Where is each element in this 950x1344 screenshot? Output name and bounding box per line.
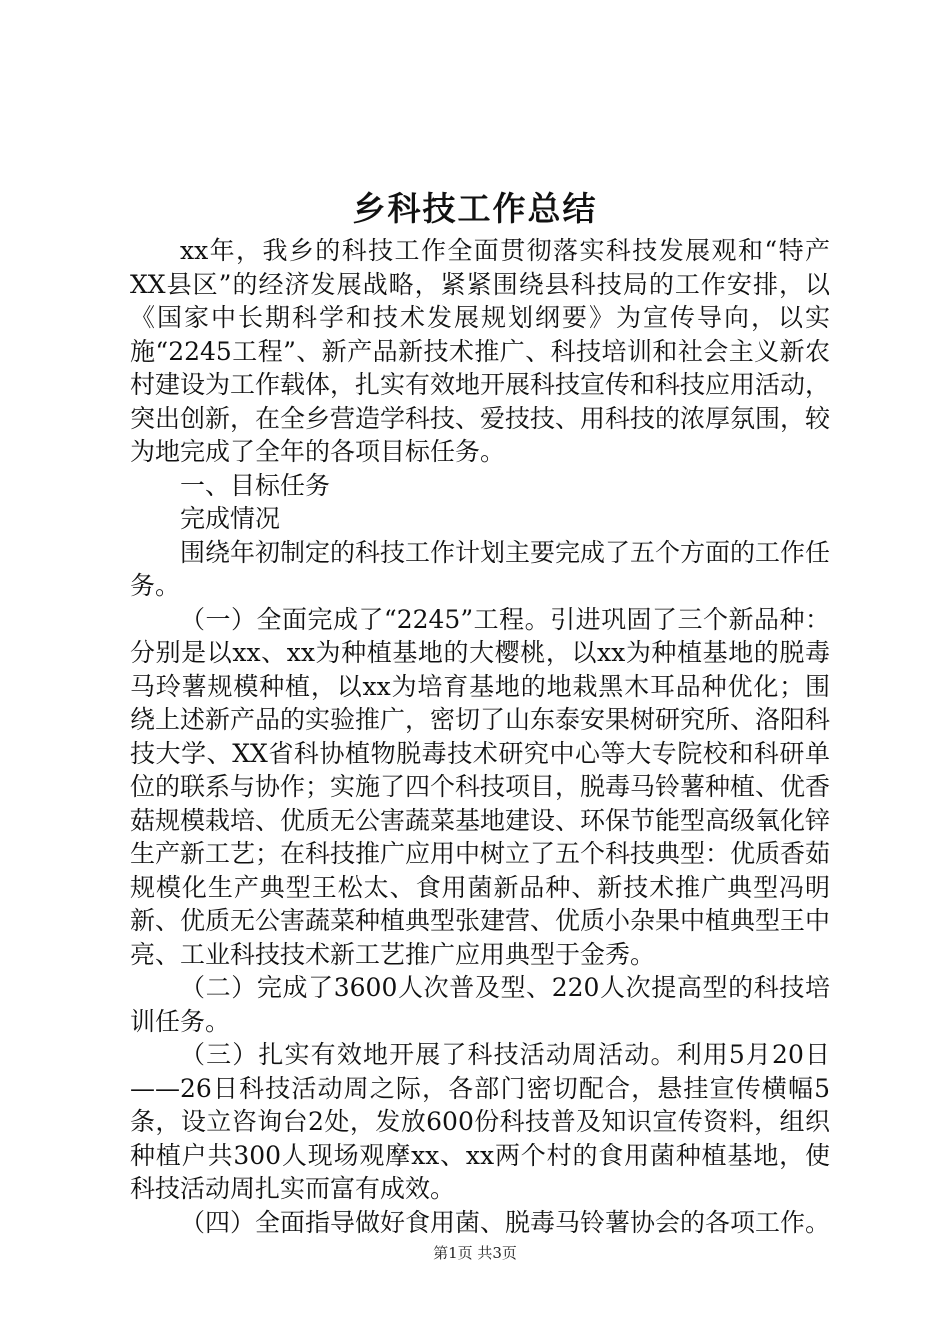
intro-paragraph: xx年，我乡的科技工作全面贯彻落实科技发展观和“特产XX县区”的经济发展战略，紧紧围绕县科技局的工作安排，以《国家中长期科学和技术发展规划纲要》为宣传导向，以实施“2245工程”、新产品新技术推广、科技培训和社会主义新农村建设为工作载体，扎实有效地开展科技宣传和科技应用活动，突出创新，在全乡营造学科技、爱技技、用科技的浓厚氛围，较为地完成了全年的各项目标任务。 xyxy=(130,236,831,466)
item-paragraph-3: （三）扎实有效地开展了科技活动周活动。利用5月20日——26日科技活动周之际，各部门密切配合，悬挂宣传横幅5条，设立咨询台2处，发放600份科技普及知识宣传资料，组织种植户共300人现场观摩xx、xx两个村的食用菌种植基地，使科技活动周扎实而富有成效。 xyxy=(130,1040,830,1203)
page-number-footer: 第1页 共3页 xyxy=(433,1244,517,1262)
subheading-completion: 完成情况 xyxy=(180,504,281,533)
document-body xyxy=(130,234,830,1239)
item-paragraph-2: （二）完成了3600人次普及型、220人次提高型的科技培训任务。 xyxy=(130,973,830,1036)
document-title: 乡科技工作总结 xyxy=(352,189,598,228)
summary-paragraph: 围绕年初制定的科技工作计划主要完成了五个方面的工作任务。 xyxy=(130,537,831,600)
item-paragraph-4: （四）全面指导做好食用菌、脱毒马铃薯协会的各项工作。 xyxy=(180,1207,831,1237)
section-heading-targets: 一、目标任务 xyxy=(180,470,331,500)
item-paragraph-1: （一）全面完成了“2245”工程。引进巩固了三个新品种：分别是以xx、xx为种植基地的大樱桃，以xx为种植基地的脱毒马玲薯规模种植，以xx为培育基地的地栽黑木耳品种优化；围绕上述新产品的实验推广，密切了山东泰安果树研究所、洛阳科技大学、XX省科协植物脱毒技术研究中心等大专院校和科研单位的联系与协作；实施了四个科技项目，脱毒马铃薯种植、优香菇规模栽培、优质无公害蔬菜基地建设、环保节能型高级氧化锌生产新工艺；在科技推广应用中树立了五个科技典型：优质香茹规模化生产典型王松太、食用菌新品种、新技术推广典型冯明新、优质无公害蔬菜种植典型张建营、优质小杂果中植典型王中亮、工业科技技术新工艺推广应用典型于金秀。 xyxy=(130,604,831,969)
